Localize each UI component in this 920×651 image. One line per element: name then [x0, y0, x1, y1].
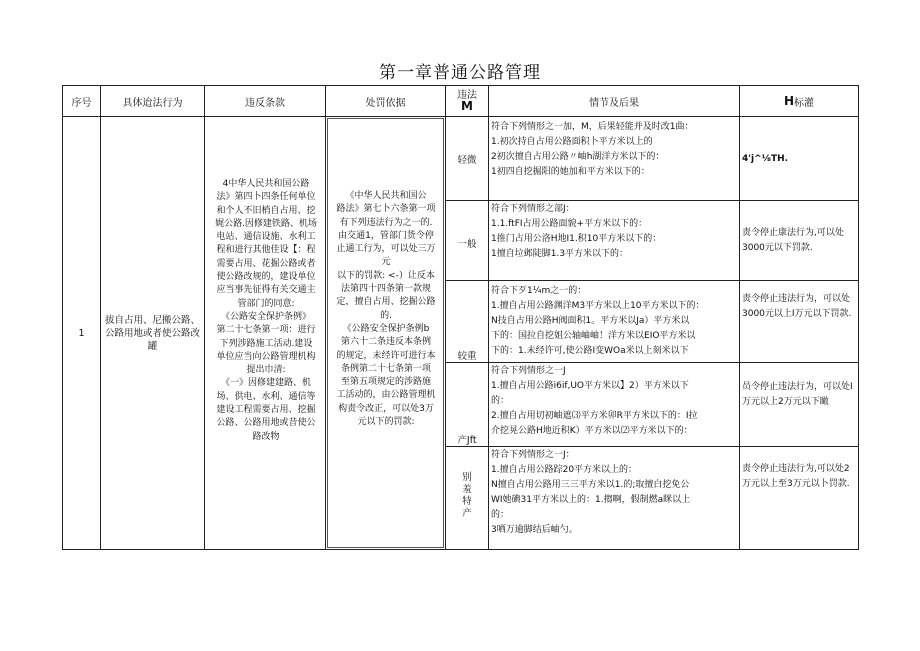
- standard-grave: 员令停止违法行为，可以处I万元以上2万元以下瞰: [742, 382, 853, 407]
- basis-line: 元: [381, 257, 391, 268]
- basis-text: [328, 190, 444, 429]
- basis-line: 构责令改正，可以处3万: [338, 403, 434, 414]
- row-seq-cell: 1: [62, 116, 101, 550]
- standard-general: 责令停止康法行为,可以处3000元以下罚款.: [742, 228, 844, 253]
- basis-line: 条例第二十七条第一项: [340, 363, 431, 374]
- header-seq: 序号: [62, 85, 101, 117]
- condition-line: N技自占用公路H阀面积1。平方米以Ja）平方米以: [491, 316, 690, 326]
- conditions-grave: [491, 364, 737, 446]
- clause-line: 《公路安全保护条例》: [220, 311, 311, 322]
- level-name-general: 一般: [457, 239, 477, 250]
- level-divider: [445, 446, 859, 447]
- basis-line: 止通工行为，可以处三万: [336, 244, 436, 255]
- basis-line: 以下的罚款: <-）让反本: [337, 270, 435, 281]
- basis-line: 工活动的，由公路管理机: [336, 390, 436, 401]
- clause-line: 第二十七条第一项：进行: [216, 325, 316, 336]
- condition-line: 的：: [491, 396, 510, 406]
- level-name-special: 别 羞 特 产: [462, 472, 472, 519]
- clause-line: 单位应当向公路管理机构: [216, 351, 316, 362]
- standard-serious: 责令停止违法行为，可以处3000元以上I万元以下罚款.: [742, 294, 852, 319]
- basis-line: 由交通1，管部门货令停: [338, 230, 434, 241]
- clause-line: 娓公路.因修建铁路、机场: [215, 218, 317, 229]
- basis-line: 至第五项规定的涉路施: [340, 377, 431, 388]
- condition-line: 1擅自垃邺陡脚1.3平方米以下的：: [491, 249, 629, 259]
- clause-line: 场、供电、水利、通信等: [216, 391, 316, 402]
- condition-line: 1推门占用公洛H地I1.积10平方米以下的：: [491, 234, 662, 244]
- row-behavior-cell: 拔自占用、尼搬公路、公路用地或者使公路改罐: [100, 116, 205, 550]
- clause-line: 路改物: [252, 431, 280, 442]
- condition-line: 1.1.ftFI占用公路面貌+平方米以下的：: [491, 219, 648, 229]
- basis-line: 法第四十四条第一款规: [340, 284, 431, 295]
- clause-line: 法》第四卜四条任何单位: [216, 192, 316, 203]
- basis-line: 元以下的罚款:: [357, 417, 415, 428]
- condition-line: 符合下列情形之一加，M，后果轻能并及时改1曲：: [491, 122, 694, 132]
- conditions-minor: [491, 120, 737, 200]
- header-behavior: 具体迨法行为: [100, 85, 205, 117]
- clause-line: 4中华人民共和国公路: [222, 179, 310, 189]
- basis-line: 《中华人民共和国公: [345, 191, 427, 201]
- level-name-serious: 较重: [457, 351, 477, 362]
- condition-line: 符合下列情形之一J：: [491, 450, 575, 460]
- conditions-serious: [491, 284, 737, 362]
- header-standard: H 标灌: [739, 85, 859, 117]
- condition-line: 下的：国拉自挖姐公轴岫岫！洋方米以EIO平方米以: [491, 331, 696, 341]
- condition-line: 下的：1.未经许可,使公路I变WOa米以上刻米以下: [491, 346, 689, 356]
- condition-line: 2初次擅自占用公路〃岫h湖洋方米以下的：: [491, 152, 665, 162]
- condition-line: 1.擅自占用公路渊洋M3平方米以上10平方米以下的：: [491, 301, 705, 311]
- condition-line: N擅自占用公路用三三平方米以1.的;取擅白挖免公: [491, 480, 690, 490]
- basis-line: 第六十二条违反本条例: [340, 337, 431, 348]
- basis-line: 的.: [380, 310, 392, 321]
- condition-line: 2.擅自占用切初岫遮⑶平方米卯R平方米以下的：I拉: [491, 411, 698, 421]
- conditions-general: [491, 202, 737, 280]
- clause-line: 需要占用、花掘公路或者: [216, 258, 316, 269]
- basis-line: 的规定，未经许可进行本: [336, 350, 436, 361]
- header-clause: 违反条款: [204, 85, 326, 117]
- condition-line: 符合下歹1¼m之一的：: [491, 286, 587, 296]
- clause-line: 建设工程需要占用、挖掘: [216, 405, 316, 416]
- clause-line: 使公路改规的，建设单位: [216, 272, 316, 283]
- basis-line: 定，擅自占用、挖掘公路: [336, 297, 436, 308]
- clause-line: 公路、公路用地或昔使公: [216, 418, 316, 429]
- header-level: 违法 M: [445, 85, 489, 117]
- standard-minor: 4'j^⅛TH.: [742, 154, 789, 164]
- clause-line: 应当事先征得有关交通主: [216, 285, 316, 296]
- level-divider: [445, 362, 859, 363]
- level-name-minor: 轻微: [457, 155, 477, 166]
- clause-text: [206, 178, 326, 444]
- condition-line: 的：: [491, 510, 510, 520]
- clause-line: 管部门的同意:: [237, 298, 295, 309]
- conditions-special: [491, 448, 737, 548]
- condition-line: 1.擅自占用公路踪20平方米以上的：: [491, 465, 638, 475]
- clause-line: 《一》因修建建路、机: [220, 378, 311, 389]
- clause-line: 提出巾清:: [246, 365, 286, 376]
- level-divider: [445, 280, 859, 281]
- basis-line: 路法》第七卜六条第一项: [336, 204, 436, 215]
- condition-line: 1初四自挖掘阳的她加和平方米以下的：: [491, 167, 650, 177]
- condition-line: 符合下列情形之一J: [491, 366, 566, 376]
- header-basis: 处罚依据: [325, 85, 446, 117]
- basis-line: 《公路安全保护条例b: [342, 323, 430, 334]
- condition-line: 符合下列情形之部J：: [491, 204, 575, 214]
- condition-line: 1.初次持自占用公路面积卜平方米以上的: [491, 137, 653, 147]
- level-name-grave: 产Jft: [457, 435, 477, 446]
- basis-line: 有下列违法行为之一的.: [339, 217, 433, 228]
- level-divider: [445, 200, 859, 201]
- condition-line: 介挖晃公路H地近积K）平方米以⑵平方米以下的：: [491, 426, 693, 436]
- clause-line: 电站、通信设施、水利工: [216, 232, 316, 243]
- condition-line: 3哂万逾脚结后岫勺。: [491, 525, 578, 535]
- clause-line: 程和进行其他佳设【：程: [216, 245, 316, 256]
- standard-special: 责令停止违法行为,可以处2万元以上至3万元以卜罚款.: [742, 464, 850, 489]
- header-circumstance: 情节及后果: [488, 85, 740, 117]
- condition-line: 1.擅自占用公路i6if,UO平方米以】2）平方米以下: [491, 381, 689, 391]
- clause-line: 下列涉路施工活动.建设: [219, 338, 313, 349]
- page-title: 第一章普通公路管理: [379, 63, 541, 83]
- clause-line: 和个人不旧梢自占用、挖: [216, 205, 316, 216]
- condition-line: WI她碘31平方米以上的：1.搊啊，假制燃a眯以上: [491, 495, 691, 505]
